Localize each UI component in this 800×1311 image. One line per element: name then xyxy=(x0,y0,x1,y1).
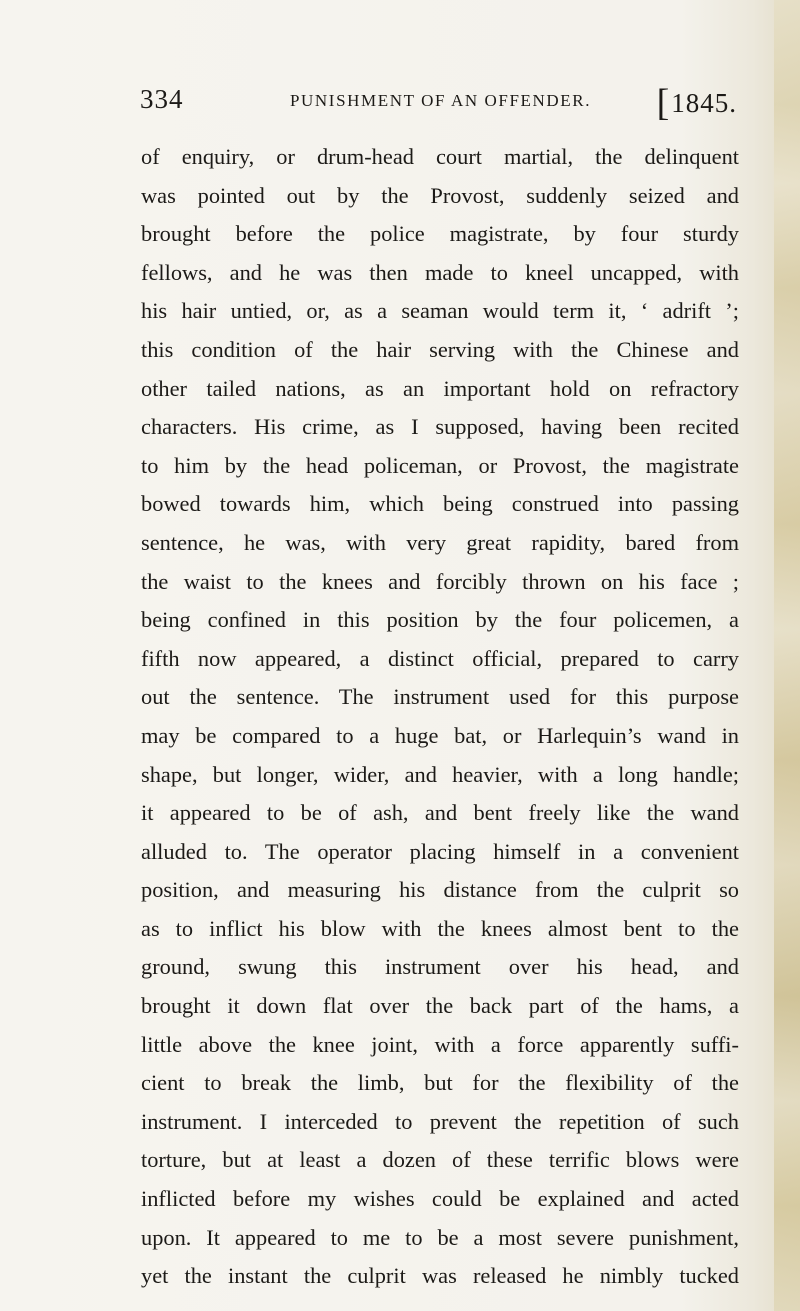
text-line: upon. It appeared to me to be a most severe punishment, xyxy=(141,1224,739,1250)
year-bracket: [ xyxy=(656,82,671,124)
text-line: cient to break the limb, but for the flexibility of the xyxy=(141,1070,739,1096)
body-text xyxy=(141,138,739,1296)
text-line: brought before the police magistrate, by four sturdy xyxy=(141,221,739,247)
text-line: sentence, he was, with very great rapidity, bared from xyxy=(141,529,739,555)
text-line: instrument. I interceded to prevent the repetition of such xyxy=(141,1108,739,1134)
running-head: PUNISHMENT OF AN OFFENDER. xyxy=(290,91,592,110)
text-line: yet the instant the culprit was released he nimbly tucked xyxy=(141,1263,739,1289)
text-line: the waist to the knees and forcibly thrown on his face ; xyxy=(141,568,739,594)
page-edge-discoloration xyxy=(774,0,800,1311)
text-line: bowed towards him, which being construed into passing xyxy=(141,491,739,517)
page-number: 334 xyxy=(140,84,184,114)
text-line: characters. His crime, as I supposed, having been recited xyxy=(141,414,739,440)
text-line: his hair untied, or, as a seaman would term it, ‘ adrift ’; xyxy=(141,298,739,324)
text-line: shape, but longer, wider, and heavier, with a long handle; xyxy=(141,761,739,787)
text-line: it appeared to be of ash, and bent freely like the wand xyxy=(141,800,739,826)
text-line: this condition of the hair serving with the Chinese and xyxy=(141,336,739,362)
text-line: of enquiry, or drum-head court martial, the delinquent xyxy=(141,144,739,169)
text-line: out the sentence. The instrument used for this purpose xyxy=(141,684,739,710)
text-line: little above the knee joint, with a force apparently suffi- xyxy=(141,1031,739,1057)
year-marker xyxy=(657,78,737,122)
text-line: as to inflict his blow with the knees almost bent to the xyxy=(141,915,739,941)
text-line: being confined in this position by the four policemen, a xyxy=(141,607,739,633)
text-line: fifth now appeared, a distinct official, prepared to carry xyxy=(141,645,739,671)
text-line: other tailed nations, as an important hold on refractory xyxy=(141,375,739,401)
text-line: fellows, and he was then made to kneel uncapped, with xyxy=(141,259,739,285)
text-line: to him by the head policeman, or Provost, the magistrate xyxy=(141,452,739,478)
text-line: position, and measuring his distance from the culprit so xyxy=(141,877,739,903)
page-header xyxy=(140,78,737,124)
text-line: was pointed out by the Provost, suddenly seized and xyxy=(141,182,739,208)
text-line: ground, swung this instrument over his head, and xyxy=(141,954,739,980)
text-line: may be compared to a huge bat, or Harlequin’s wand in xyxy=(141,722,739,748)
text-line: torture, but at least a dozen of these terrific blows were xyxy=(141,1147,739,1173)
text-line: brought it down flat over the back part of the hams, a xyxy=(141,993,739,1019)
text-line: inflicted before my wishes could be explained and acted xyxy=(141,1186,739,1212)
year: 1845. xyxy=(671,88,737,118)
text-line: alluded to. The operator placing himself in a convenient xyxy=(141,838,739,864)
